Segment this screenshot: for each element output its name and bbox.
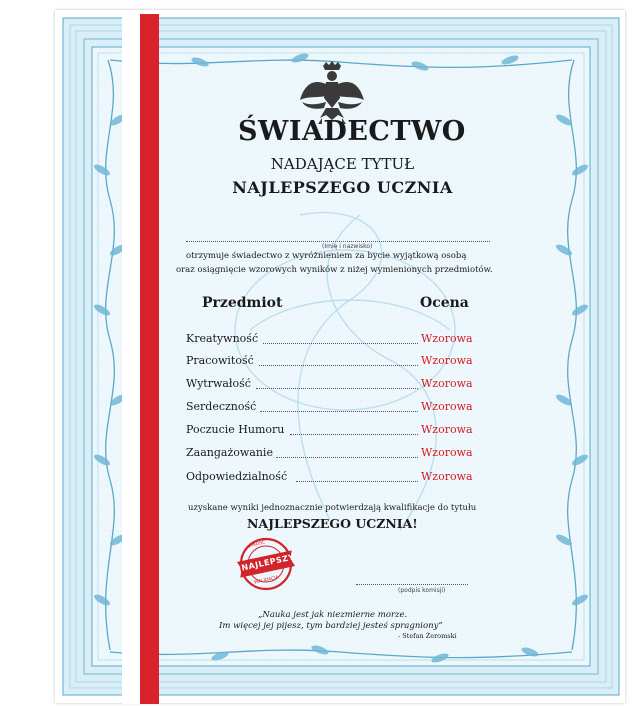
quote-line1: „Nauka jest jak niezmierne morze. <box>258 610 408 620</box>
signature-caption: (podpis komisji) <box>398 587 446 594</box>
signature-line <box>356 584 468 585</box>
leader-dots <box>290 434 418 435</box>
quote-author: - Stefan Żeromski <box>398 632 457 640</box>
subject-grade: Wzorowa <box>421 377 473 390</box>
quote-line2: Im więcej jej pijesz, tym bardziej jesteś spragniony” <box>219 621 443 631</box>
subject-name: Wytrwałość <box>186 377 251 390</box>
leader-dots <box>263 343 418 344</box>
certificate-subtitle-line1: NADAJĄCE TYTUŁ <box>270 155 415 173</box>
intro-line1: otrzymuje świadectwo z wyróżnieniem za bycie wyjątkową osobą <box>186 251 467 261</box>
subject-grade: Wzorowa <box>421 354 473 367</box>
stamp-ring-bottom: WALIDACJA <box>253 575 280 586</box>
subject-grade: Wzorowa <box>421 400 473 413</box>
leader-dots <box>296 481 418 482</box>
subject-name: Pracowitość <box>186 354 254 367</box>
intro-line2: oraz osiągnięcie wzorowych wyników z niżej wymienionych przedmiotów. <box>176 265 493 275</box>
leader-dots <box>259 365 418 366</box>
grade-column-header: Ocena <box>420 295 469 311</box>
subject-grade: Wzorowa <box>421 332 473 345</box>
result-title: NAJLEPSZEGO UCZNIA! <box>247 516 418 531</box>
certificate-title: ŚWIADECTWO <box>238 116 466 147</box>
subject-name: Zaangażowanie <box>186 446 273 459</box>
result-line: uzyskane wyniki jednoznacznie potwierdzają kwalifikacje do tytułu <box>188 503 477 513</box>
subject-name: Kreatywność <box>186 332 259 345</box>
stamp-ring-top: JAKOŚĆ <box>248 540 266 549</box>
subject-name: Odpowiedzialność <box>186 470 288 483</box>
subject-grade: Wzorowa <box>421 446 473 459</box>
stamp-label: NAJLEPSZY <box>240 552 296 573</box>
name-caption: (Imię i nazwisko) <box>322 243 373 250</box>
subject-name: Poczucie Humoru <box>186 423 285 436</box>
leader-dots <box>256 388 418 389</box>
certificate-subtitle-line2: NAJLEPSZEGO UCZNIA <box>232 178 453 197</box>
name-line <box>186 241 490 242</box>
subject-grade: Wzorowa <box>421 470 473 483</box>
leader-dots <box>260 411 418 412</box>
subject-name: Serdeczność <box>186 400 257 413</box>
subject-column-header: Przedmiot <box>202 295 283 311</box>
leader-dots <box>276 457 418 458</box>
subject-grade: Wzorowa <box>421 423 473 436</box>
